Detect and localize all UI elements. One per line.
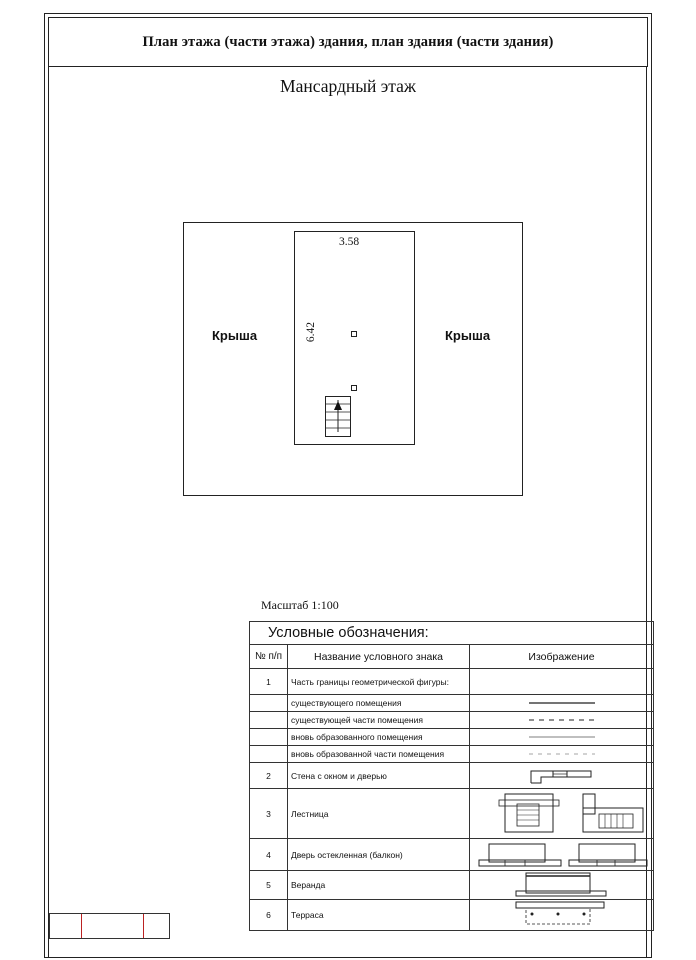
scale-label: Масштаб 1:100 [261, 598, 339, 612]
room-width-dimension: 3.58 [338, 236, 360, 248]
dashed-bold-line-symbol [527, 717, 597, 723]
veranda-symbol [512, 871, 612, 897]
header-title: План этажа (части этажа) здания, план здания (части здания) [142, 33, 554, 50]
floor-title: Мансардный этаж [280, 76, 416, 96]
left-border-line [48, 67, 49, 958]
legend-row-num [250, 729, 288, 746]
legend-row-image [470, 746, 654, 763]
legend-row-name: Дверь остекленная (балкон) [288, 839, 470, 871]
legend-row-image [470, 900, 654, 931]
legend-row-name: Веранда [288, 871, 470, 900]
legend-title: Условные обозначения: [250, 622, 654, 645]
legend-row-num: 4 [250, 839, 288, 871]
legend-row-num: 6 [250, 900, 288, 931]
legend-table [249, 621, 654, 931]
legend-row-image [470, 763, 654, 789]
chimney-marker [351, 331, 357, 337]
legend-row-image [470, 871, 654, 900]
legend-col-image: Изображение [470, 645, 654, 669]
stamp-cell [82, 914, 143, 938]
legend-row-image [470, 789, 654, 839]
legend-row-num: 3 [250, 789, 288, 839]
roof-label-right: Крыша [445, 328, 491, 343]
stamp-cell [50, 914, 82, 938]
solid-thin-line-symbol [527, 734, 597, 740]
legend-row-num: 2 [250, 763, 288, 789]
legend-row-image [470, 712, 654, 729]
staircase-symbol [325, 396, 351, 437]
glazed-door-symbol [475, 840, 649, 868]
roof-label-left: Крыша [212, 328, 258, 343]
legend-row-image [470, 695, 654, 712]
legend-row-image [470, 729, 654, 746]
legend-row-num [250, 712, 288, 729]
terrace-symbol [512, 900, 612, 928]
staircase-symbol [477, 790, 647, 836]
legend-row-name: Лестница [288, 789, 470, 839]
legend-row-num: 1 [250, 669, 288, 695]
vent-marker [351, 385, 357, 391]
stamp-cell [144, 914, 169, 938]
legend-row-name: вновь образованного помещения [288, 729, 470, 746]
legend-row-num [250, 695, 288, 712]
wall-with-window-door-symbol [527, 765, 597, 785]
legend-col-name: Название условного знака [288, 645, 470, 669]
legend-row-num [250, 746, 288, 763]
legend-row-image [470, 669, 654, 695]
solid-bold-line-symbol [527, 700, 597, 706]
room-length-dimension: 6.42 [305, 321, 317, 343]
header-box [48, 17, 648, 67]
legend-row-name: Стена с окном и дверью [288, 763, 470, 789]
legend-row-name: Терраса [288, 900, 470, 931]
dashed-thin-line-symbol [527, 751, 597, 757]
legend-row-num: 5 [250, 871, 288, 900]
legend-row-name: существующей части помещения [288, 712, 470, 729]
legend-row-name: Часть границы геометрической фигуры: [288, 669, 470, 695]
legend-row-image [470, 839, 654, 871]
legend-row-name: существующего помещения [288, 695, 470, 712]
legend-col-num: № п/п [250, 645, 288, 669]
legend-row-name: вновь образованной части помещения [288, 746, 470, 763]
title-block-stamp [49, 913, 170, 939]
